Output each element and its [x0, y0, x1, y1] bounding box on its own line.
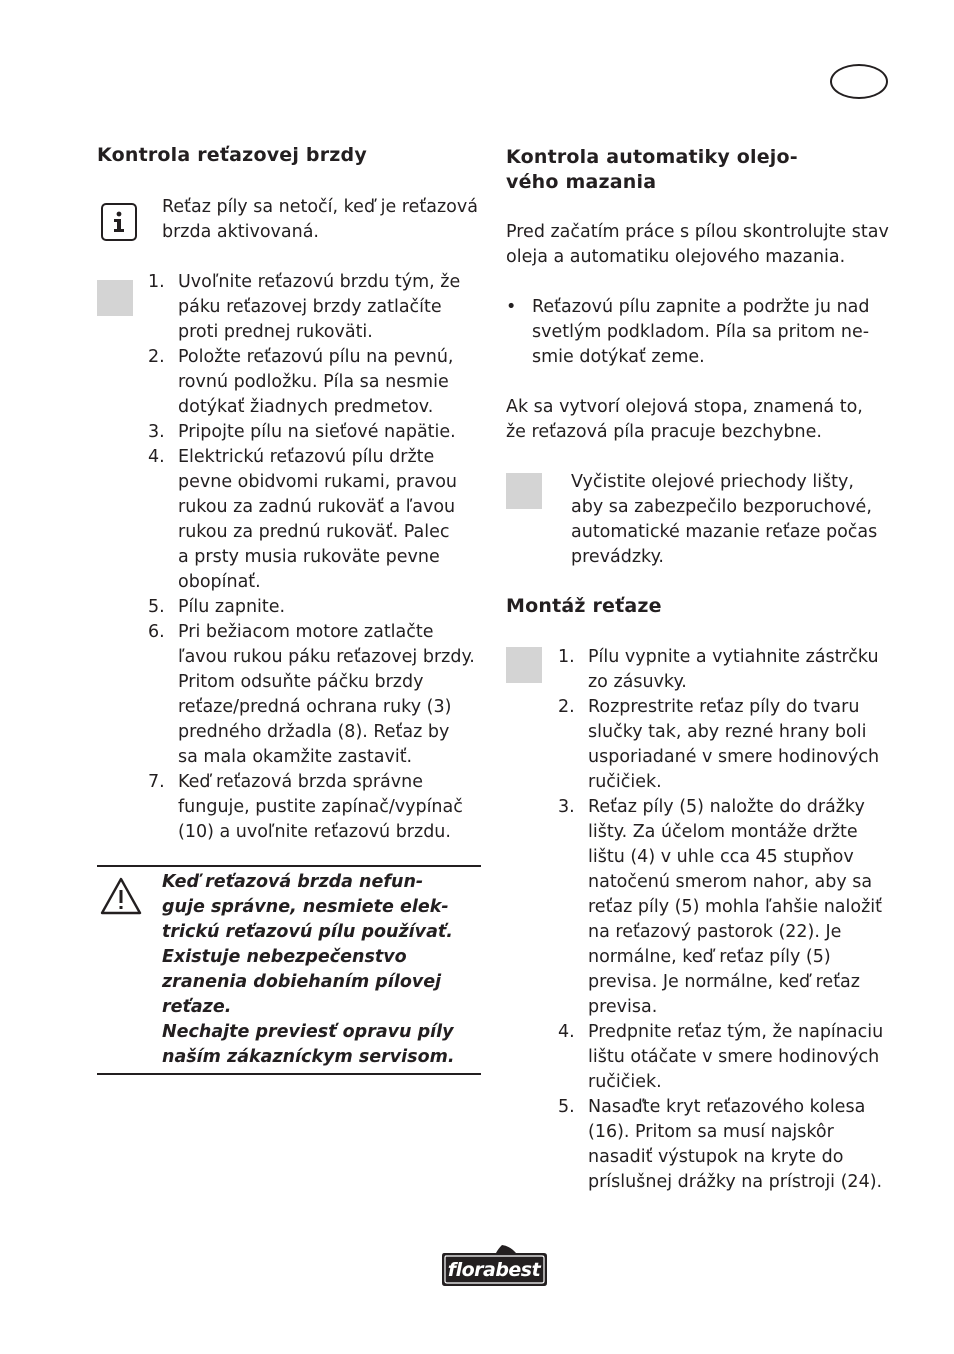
- text-line: smie dotýkať zeme.: [532, 347, 705, 367]
- step-line: funguje, pustite zapínač/vypínač: [178, 797, 463, 817]
- step-line: reťaz píly (5) mohla ľahšie naložiť: [588, 897, 882, 917]
- step-item: [148, 770, 488, 845]
- step-number: 1.: [558, 647, 575, 667]
- step-line: Uvoľnite reťazovú brzdu tým, že: [178, 272, 461, 292]
- tip-marker: [506, 473, 542, 509]
- step-line: slučky tak, aby rezné hrany boli: [588, 722, 867, 742]
- step-line: previsa. Je normálne, keď reťaz: [588, 972, 860, 992]
- step-number: 3.: [558, 797, 575, 817]
- step-item: [148, 445, 488, 595]
- oil-intro-text: [506, 220, 896, 270]
- language-badge: [830, 64, 888, 99]
- step-line: zo zásuvky.: [588, 672, 687, 692]
- warning-bottom-rule: [97, 1073, 481, 1075]
- step-line: previsa.: [588, 997, 658, 1017]
- chain-brake-steps: [148, 270, 488, 845]
- warning-text: [162, 870, 492, 1070]
- warning-top-rule: [97, 865, 481, 867]
- step-line: Elektrickú reťazovú pílu držte: [178, 447, 435, 467]
- step-number: 2.: [558, 697, 575, 717]
- step-line: Reťaz píly (5) naložte do drážky: [588, 797, 865, 817]
- step-line: proti prednej rukoväti.: [178, 322, 373, 342]
- step-line: usporiadané v smere hodinových: [588, 747, 880, 767]
- step-number: 7.: [148, 772, 165, 792]
- text-line: aby sa zabezpečilo bezporuchové,: [571, 497, 872, 517]
- step-item: [558, 795, 903, 1020]
- step-item: [558, 1020, 903, 1095]
- step-line: príslušnej drážky na prístroji (24).: [588, 1172, 883, 1192]
- step-line: (10) a uvoľnite reťazovú brzdu.: [178, 822, 451, 842]
- step-item: [558, 695, 903, 795]
- step-number: 4.: [558, 1022, 575, 1042]
- step-line: Pripojte pílu na sieťové napätie.: [178, 422, 456, 442]
- text-line: oleja a automatiku olejového mazania.: [506, 247, 846, 267]
- list-item: [506, 295, 896, 370]
- step-line: a prsty musia rukoväte pevne: [178, 547, 440, 567]
- step-item: [558, 1095, 903, 1195]
- warning-line: Nechajte previesť opravu píly: [162, 1022, 454, 1042]
- step-item: [148, 420, 488, 445]
- info-icon: [101, 203, 137, 241]
- step-line: Rozprestrite reťaz píly do tvaru: [588, 697, 860, 717]
- step-item: [148, 345, 488, 420]
- step-number: 5.: [148, 597, 165, 617]
- warning-line: Keď reťazová brzda nefun-: [162, 872, 424, 892]
- info-note-line: Reťaz píly sa netočí, keď je reťazová: [162, 197, 478, 217]
- step-line: Pritom odsuňte páčku brzdy: [178, 672, 424, 692]
- info-note: [162, 195, 492, 245]
- step-line: Keď reťazová brzda správne: [178, 772, 423, 792]
- oil-tip-text: [571, 470, 901, 570]
- step-line: Predpnite reťaz tým, že napínaciu: [588, 1022, 884, 1042]
- heading-line: Kontrola automatiky olejo-: [506, 146, 798, 168]
- oil-bullet-list: [506, 295, 896, 370]
- step-line: Nasaďte kryt reťazového kolesa: [588, 1097, 866, 1117]
- step-line: Pílu zapnite.: [178, 597, 286, 617]
- warning-line: naším zákazníckym servisom.: [162, 1047, 455, 1067]
- text-line: automatické mazanie reťaze počas: [571, 522, 878, 542]
- procedure-marker: [506, 647, 542, 683]
- step-line: lištu (4) v uhle cca 45 stupňov: [588, 847, 854, 867]
- step-line: predného držadla (8). Reťaz by: [178, 722, 450, 742]
- step-line: nasadiť výstupok na kryte do: [588, 1147, 844, 1167]
- oil-result-text: [506, 395, 896, 445]
- step-line: Položte reťazovú pílu na pevnú,: [178, 347, 454, 367]
- warning-line: Existuje nebezpečenstvo: [162, 947, 407, 967]
- step-line: natočenú smerom nahor, aby sa: [588, 872, 873, 892]
- step-line: reťaze/predná ochrana ruky (3): [178, 697, 452, 717]
- step-line: sa mala okamžite zastaviť.: [178, 747, 413, 767]
- chain-assembly-steps: [558, 645, 903, 1195]
- section-heading-oil-lubrication: [506, 145, 798, 195]
- text-line: svetlým podkladom. Píla sa pritom ne-: [532, 322, 870, 342]
- step-number: 6.: [148, 622, 165, 642]
- warning-triangle-icon: [99, 876, 143, 920]
- step-number: 5.: [558, 1097, 575, 1117]
- text-line: Pred začatím práce s pílou skontrolujte stav: [506, 222, 889, 242]
- step-number: 2.: [148, 347, 165, 367]
- step-line: rukou za prednú rukoväť. Palec: [178, 522, 450, 542]
- step-item: [148, 270, 488, 345]
- logo-text: florabest: [447, 1259, 541, 1281]
- text-line: prevádzky.: [571, 547, 664, 567]
- step-line: pevne obidvomi rukami, pravou: [178, 472, 458, 492]
- step-line: dotýkať žiadnych predmetov.: [178, 397, 434, 417]
- step-item: [148, 595, 488, 620]
- warning-line: trickú reťazovú pílu používať.: [162, 922, 453, 942]
- step-line: ľavou rukou páku reťazovej brzdy.: [178, 647, 475, 667]
- step-line: páku reťazovej brzdy zatlačíte: [178, 297, 442, 317]
- step-line: obopínať.: [178, 572, 261, 592]
- step-item: [558, 645, 903, 695]
- section-heading-chain-brake: Kontrola reťazovej brzdy: [97, 144, 367, 166]
- step-line: normálne, keď reťaz píly (5): [588, 947, 831, 967]
- heading-line: vého mazania: [506, 171, 657, 193]
- step-line: rukou za zadnú rukoväť a ľavou: [178, 497, 456, 517]
- step-item: [148, 620, 488, 770]
- step-line: ručičiek.: [588, 772, 662, 792]
- info-note-line: brzda aktivovaná.: [162, 222, 319, 242]
- step-number: 3.: [148, 422, 165, 442]
- step-line: Pri bežiacom motore zatlačte: [178, 622, 434, 642]
- warning-line: guje správne, nesmiete elek-: [162, 897, 449, 917]
- step-line: lištu otáčate v smere hodinových: [588, 1047, 880, 1067]
- warning-line: reťaze.: [162, 997, 232, 1017]
- step-line: na reťazový pastorok (22). Je: [588, 922, 842, 942]
- step-line: rovnú podložku. Píla sa nesmie: [178, 372, 449, 392]
- step-line: lišty. Za účelom montáže držte: [588, 822, 858, 842]
- step-line: ručičiek.: [588, 1072, 662, 1092]
- text-line: že reťazová píla pracuje bezchybne.: [506, 422, 822, 442]
- step-number: 4.: [148, 447, 165, 467]
- step-line: Pílu vypnite a vytiahnite zástrčku: [588, 647, 879, 667]
- step-number: 1.: [148, 272, 165, 292]
- text-line: Ak sa vytvorí olejová stopa, znamená to,: [506, 397, 863, 417]
- bullet-marker: •: [506, 297, 517, 317]
- section-heading-chain-assembly: Montáž reťaze: [506, 595, 662, 617]
- text-line: Vyčistite olejové priechody lišty,: [571, 472, 854, 492]
- warning-line: zranenia dobiehaním pílovej: [162, 972, 442, 992]
- procedure-marker: [97, 280, 133, 316]
- step-line: (16). Pritom sa musí najskôr: [588, 1122, 834, 1142]
- text-line: Reťazovú pílu zapnite a podržte ju nad: [532, 297, 870, 317]
